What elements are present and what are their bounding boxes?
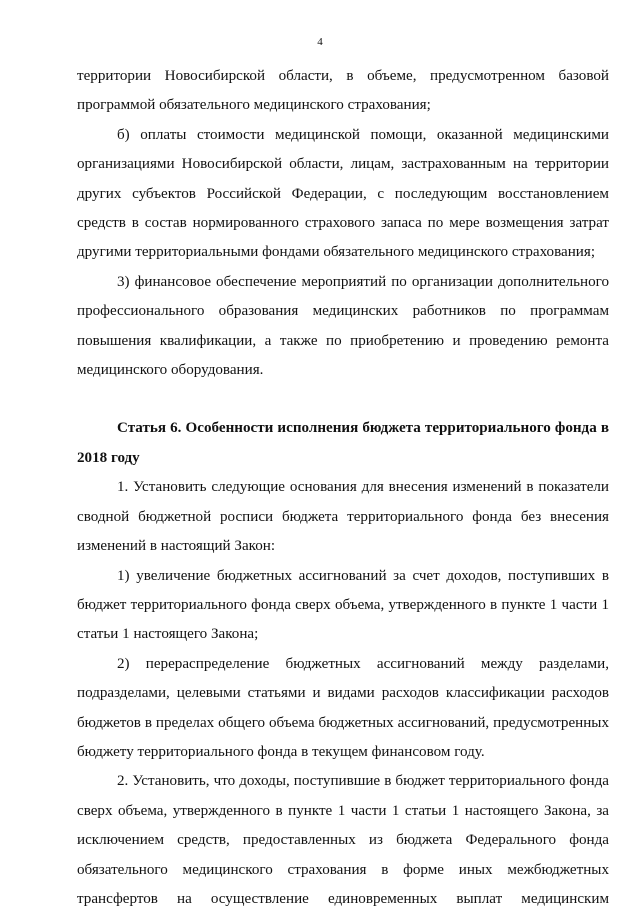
document-body — [77, 62, 609, 914]
paragraph-item-b: б) оплаты стоимости медицинской помощи, оказанной медицинскими организациями Новосибирской области, лицам, застрахованным на территории других субъектов Российской Федерации, с последующим восстановлением средств в состав нормированного страхового запаса по мере возмещения затрат другими территориальными фондами обязательного медицинского страхования; — [77, 126, 609, 261]
paragraph-clause-2: 2. Установить, что доходы, поступившие в бюджет территориального фонда сверх объема, утвержденного в пункте 1 части 1 статьи 1 настоящего Закона, за исключением средств, предоставленных из бюджета Федерального фонда обязательного медицинского страхования в форме иных межбюджетных трансфертов на осуществление единовременных выплат медицинским — [77, 773, 609, 907]
article-title: Статья 6. Особенности исполнения бюджета территориального фонда в 2018 году — [77, 420, 609, 466]
page-number: 4 — [317, 36, 323, 48]
paragraph-continuation: территории Новосибирской области, в объеме, предусмотренном базовой программой обязательного медицинского страхования; — [77, 68, 609, 114]
paragraph-clause-1: 1. Установить следующие основания для внесения изменений в показатели сводной бюджетной росписи бюджета территориального фонда без внесения изменений в настоящий Закон: — [77, 479, 609, 555]
paragraph-clause-1-item-1: 1) увеличение бюджетных ассигнований за счет доходов, поступивших в бюджет территориального фонда сверх объема, утвержденного в пункте 1 части 1 статьи 1 настоящего Закона; — [77, 567, 609, 643]
paragraph-clause-1-item-2: 2) перераспределение бюджетных ассигнований между разделами, подразделами, целевыми статьями и видами расходов классификации расходов бюджетов в пределах общего объема бюджетных ассигнований, предусмотренных бюджету территориального фонда в текущем финансовом году. — [77, 655, 609, 760]
paragraph-item-3: 3) финансовое обеспечение мероприятий по организации дополнительного профессионального образования медицинских работников по программам повышения квалификации, а также по приобретению и проведению ремонта медицинского оборудования. — [77, 273, 609, 379]
